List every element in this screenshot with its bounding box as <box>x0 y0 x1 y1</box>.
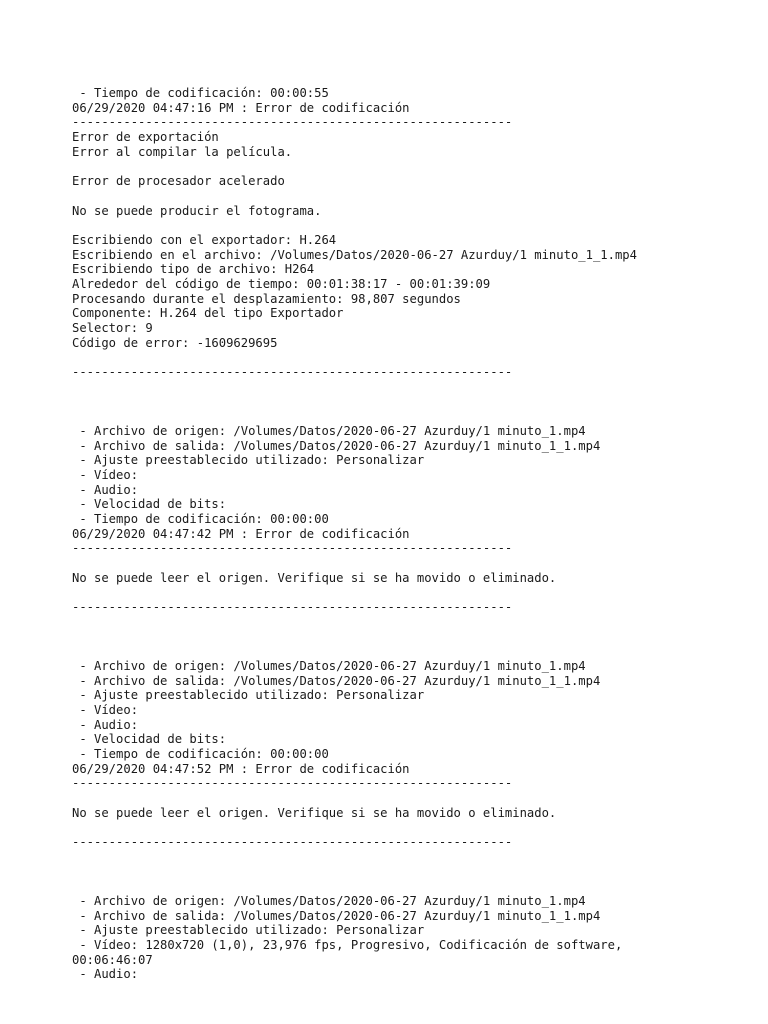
log-line: - Archivo de origen: /Volumes/Datos/2020-06-27 Azurduy/1 minuto_1.mp4 <box>72 423 586 438</box>
log-line: - Tiempo de codificación: 00:00:00 <box>72 511 329 526</box>
log-line: 06/29/2020 04:47:52 PM : Error de codificación <box>72 761 410 776</box>
log-line: Error de exportación <box>72 130 219 145</box>
log-line: ------------------------------------------------------------ <box>72 541 513 556</box>
log-line: - Velocidad de bits: <box>72 732 227 747</box>
log-line: Procesando durante el desplazamiento: 98,807 segundos <box>72 291 461 306</box>
log-line: No se puede leer el origen. Verifique si se ha movido o eliminado. <box>72 570 557 585</box>
log-line <box>72 380 732 395</box>
log-line <box>72 820 732 835</box>
log-line: Componente: H.264 del tipo Exportador <box>72 306 344 321</box>
log-line <box>72 409 732 424</box>
log-line: Código de error: -1609629695 <box>72 335 278 350</box>
log-line <box>72 629 732 644</box>
log-line <box>72 615 732 630</box>
log-line: Escribiendo con el exportador: H.264 <box>72 232 337 247</box>
log-line: - Archivo de origen: /Volumes/Datos/2020-06-27 Azurduy/1 minuto_1.mp4 <box>72 893 586 908</box>
log-line: 00:06:46:07 <box>72 952 153 967</box>
log-line <box>72 644 732 659</box>
log-line <box>72 585 732 600</box>
log-line: - Audio: <box>72 717 139 732</box>
log-document <box>72 86 732 982</box>
log-line: - Vídeo: <box>72 702 139 717</box>
log-line: Escribiendo en el archivo: /Volumes/Datos/2020-06-27 Azurduy/1 minuto_1_1.mp4 <box>72 247 637 262</box>
log-line: - Tiempo de codificación: 00:00:55 <box>72 86 329 100</box>
log-line: ------------------------------------------------------------ <box>72 776 513 791</box>
log-line <box>72 350 732 365</box>
log-line: No se puede leer el origen. Verifique si se ha movido o eliminado. <box>72 805 557 820</box>
log-line: Selector: 9 <box>72 321 153 335</box>
log-line: - Archivo de origen: /Volumes/Datos/2020-06-27 Azurduy/1 minuto_1.mp4 <box>72 658 586 673</box>
log-line <box>72 879 732 894</box>
log-line: 06/29/2020 04:47:42 PM : Error de codificación <box>72 526 410 541</box>
log-line: - Audio: <box>72 967 139 982</box>
log-line: - Ajuste preestablecido utilizado: Personalizar <box>72 923 425 938</box>
log-line <box>72 159 732 174</box>
log-line: - Archivo de salida: /Volumes/Datos/2020-06-27 Azurduy/1 minuto_1_1.mp4 <box>72 908 601 923</box>
log-line: - Archivo de salida: /Volumes/Datos/2020-06-27 Azurduy/1 minuto_1_1.mp4 <box>72 438 601 453</box>
log-line: - Vídeo: <box>72 467 139 482</box>
log-line <box>72 864 732 879</box>
log-line: 06/29/2020 04:47:16 PM : Error de codificación <box>72 100 410 115</box>
log-line <box>72 791 732 806</box>
log-line: No se puede producir el fotograma. <box>72 203 322 218</box>
log-line <box>72 218 732 233</box>
log-line: Error al compilar la película. <box>72 144 293 159</box>
log-line: - Vídeo: 1280x720 (1,0), 23,976 fps, Progresivo, Codificación de software, <box>72 937 623 952</box>
log-line <box>72 394 732 409</box>
log-line: - Ajuste preestablecido utilizado: Personalizar <box>72 688 425 703</box>
log-line: ------------------------------------------------------------ <box>72 365 513 380</box>
log-line: - Tiempo de codificación: 00:00:00 <box>72 746 329 761</box>
log-line: ------------------------------------------------------------ <box>72 835 513 850</box>
log-line: - Audio: <box>72 482 139 497</box>
log-line: Alrededor del código de tiempo: 00:01:38:17 - 00:01:39:09 <box>72 276 491 291</box>
log-line: - Velocidad de bits: <box>72 497 227 512</box>
log-line: - Archivo de salida: /Volumes/Datos/2020-06-27 Azurduy/1 minuto_1_1.mp4 <box>72 673 601 688</box>
log-line <box>72 556 732 571</box>
log-line <box>72 850 732 865</box>
log-line: ------------------------------------------------------------ <box>72 600 513 615</box>
log-line <box>72 189 732 204</box>
log-line: Error de procesador acelerado <box>72 174 285 189</box>
log-line: Escribiendo tipo de archivo: H264 <box>72 262 315 277</box>
log-line: - Ajuste preestablecido utilizado: Personalizar <box>72 453 425 468</box>
log-line: ------------------------------------------------------------ <box>72 115 513 130</box>
